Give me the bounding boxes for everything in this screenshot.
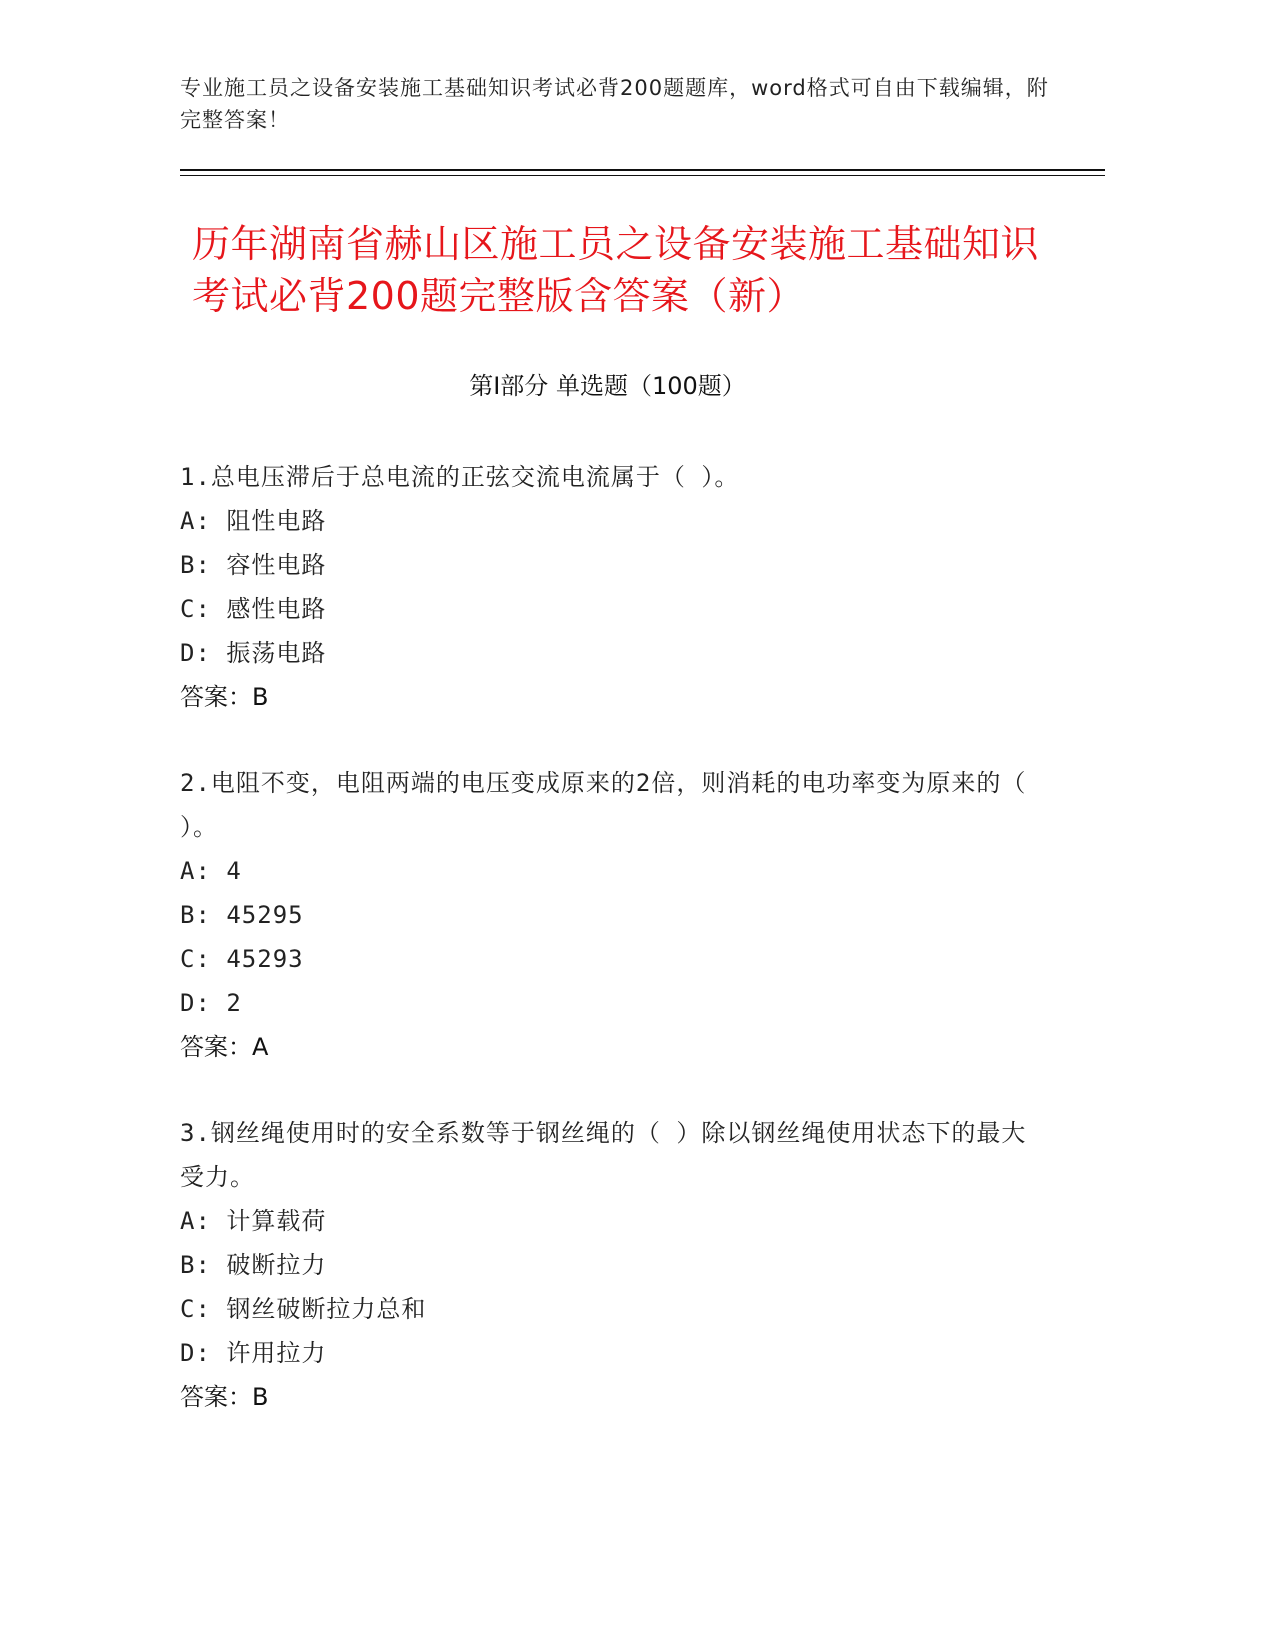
- option-d: D: 许用拉力: [180, 1339, 327, 1367]
- option-a: A: 4: [180, 857, 242, 885]
- option-c: C: 45293: [180, 945, 304, 973]
- answer: 答案：B: [180, 1383, 269, 1411]
- option-b: B: 破断拉力: [180, 1251, 327, 1279]
- answer: 答案：B: [180, 683, 269, 711]
- option-b: B: 容性电路: [180, 551, 327, 579]
- header-note: 专业施工员之设备安装施工基础知识考试必背200题题库，word格式可自由下载编辑，附完整答案！: [180, 76, 1049, 132]
- section-heading: 第Ⅰ部分 单选题（100题）: [469, 372, 746, 400]
- question-1: [180, 455, 1050, 719]
- answer: 答案：A: [180, 1033, 269, 1061]
- option-a: A: 计算载荷: [180, 1207, 327, 1235]
- question-stem: 1.总电压滞后于总电流的正弦交流电流属于（ ）。: [180, 463, 740, 491]
- option-a: A: 阻性电路: [180, 507, 327, 535]
- question-3: [180, 1111, 1050, 1419]
- option-d: D: 振荡电路: [180, 639, 327, 667]
- question-2: [180, 761, 1050, 1069]
- question-stem: 2.电阻不变，电阻两端的电压变成原来的2倍，则消耗的电功率变为原来的（ ）。: [180, 769, 1027, 841]
- question-list: [180, 455, 1050, 1461]
- header-divider-thin: [180, 175, 1105, 176]
- option-c: C: 钢丝破断拉力总和: [180, 1295, 427, 1323]
- header-divider-thick: [180, 169, 1105, 171]
- option-b: B: 45295: [180, 901, 304, 929]
- option-d: D: 2: [180, 989, 242, 1017]
- question-stem: 3.钢丝绳使用时的安全系数等于钢丝绳的（ ）除以钢丝绳使用状态下的最大受力。: [180, 1119, 1027, 1191]
- option-c: C: 感性电路: [180, 595, 327, 623]
- document-title: 历年湖南省赫山区施工员之设备安装施工基础知识考试必背200题完整版含答案（新）: [192, 222, 1040, 318]
